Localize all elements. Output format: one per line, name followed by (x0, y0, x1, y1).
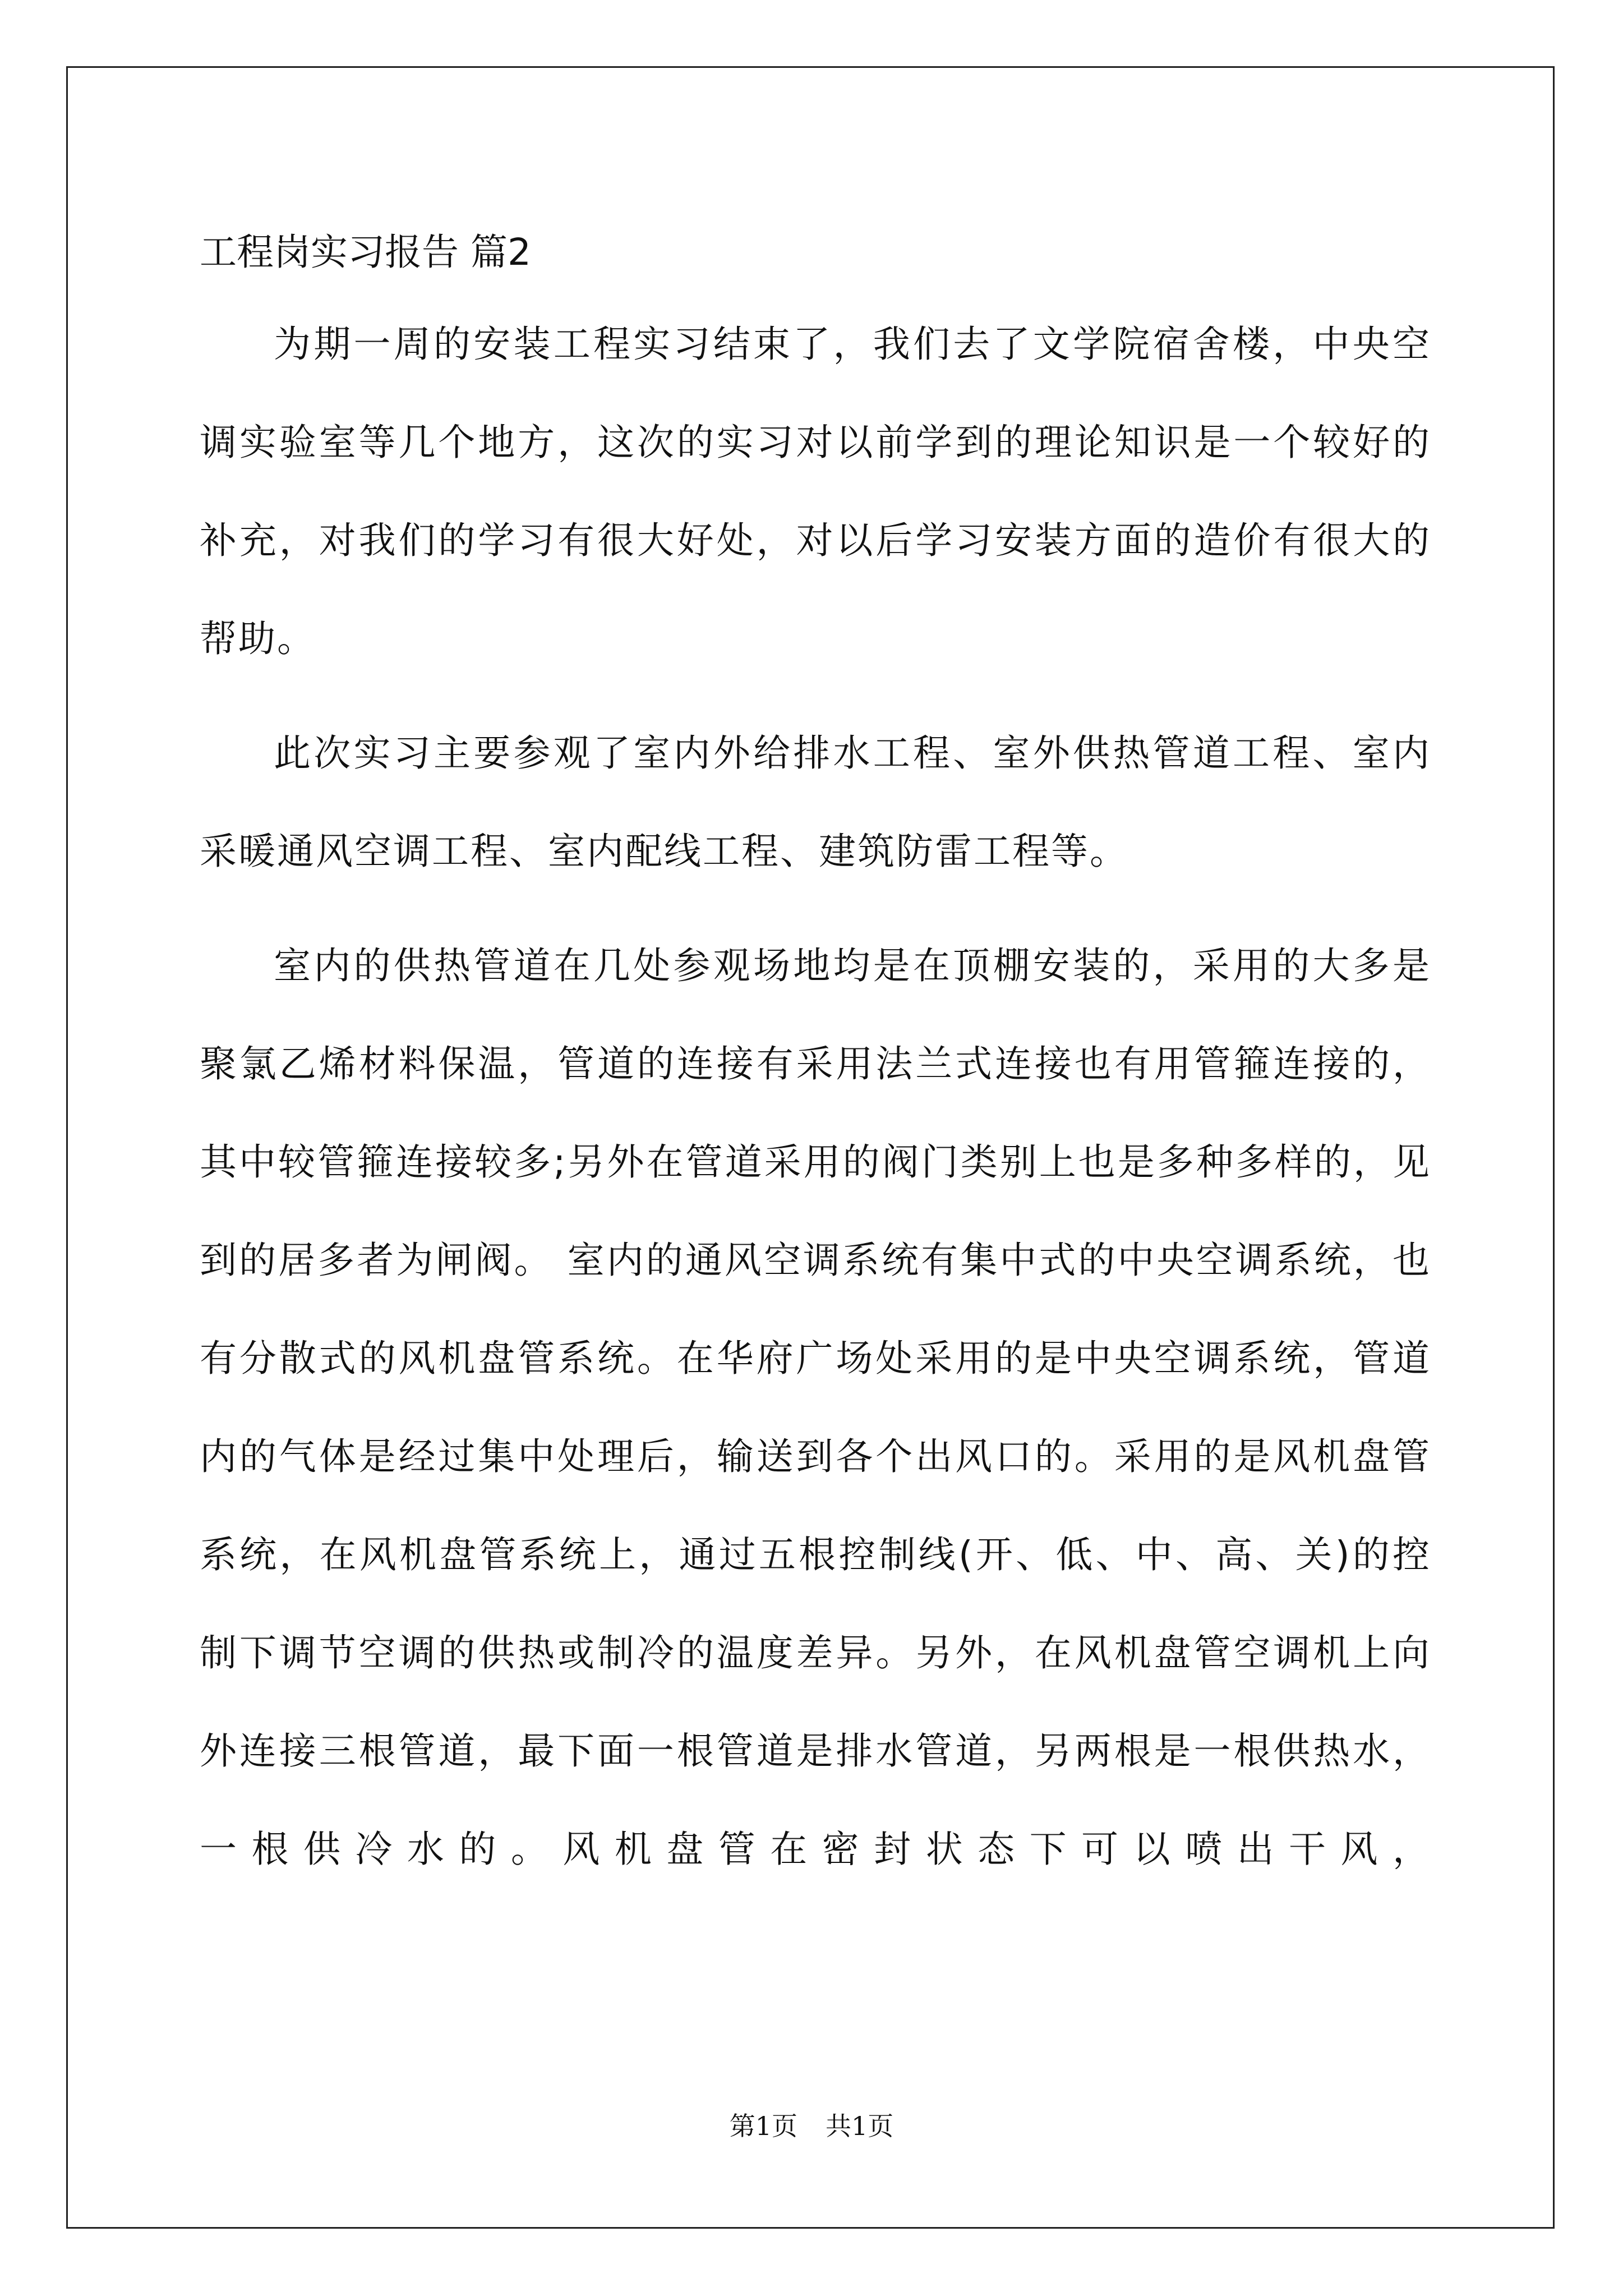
document-body (200, 295, 1431, 1915)
page-footer (0, 2109, 1623, 2143)
paragraph: 此次实习主要参观了室内外给排水工程、室外供热管道工程、室内采暖通风空调工程、室内配线工程、建筑防雷工程等。 (200, 731, 1431, 873)
paragraph: 为期一周的安装工程实习结束了，我们去了文学院宿舍楼，中央空调实验室等几个地方，这次的实习对以前学到的理论知识是一个较好的补充，对我们的学习有很大好处，对以后学习安装方面的造价有很大的帮助。 (200, 323, 1431, 660)
document-title: 工程岗实习报告 篇2 (200, 231, 531, 274)
page-number-current: 第1页 (729, 2111, 797, 2141)
paragraph: 室内的供热管道在几处参观场地均是在顶棚安装的，采用的大多是聚氯乙烯材料保温，管道的连接有采用法兰式连接也有用管箍连接的，其中较管箍连接较多;另外在管道采用的阀门类别上也是多种多样的，见到的居多者为闸阀。 室内的通风空调系统有集中式的中央空调系统，也有分散式的风机盘管系统。在华府广场处采用的是中央空调系统，管道内的气体是经过集中处理后，输送到各个出风口的。采用的是风机盘管系统，在风机盘管系统上，通过五根控制线(开、低、中、高、关)的控制下调节空调的供热或制冷的温度差异。另外，在风机盘管空调机上向外连接三根管道，最下面一根管道是排水管道，另两根是一根供热水，一根供冷水的。风机盘管在密封状态下可以喷出干风， (200, 944, 1431, 1871)
page-number-total: 共1页 (826, 2111, 894, 2141)
